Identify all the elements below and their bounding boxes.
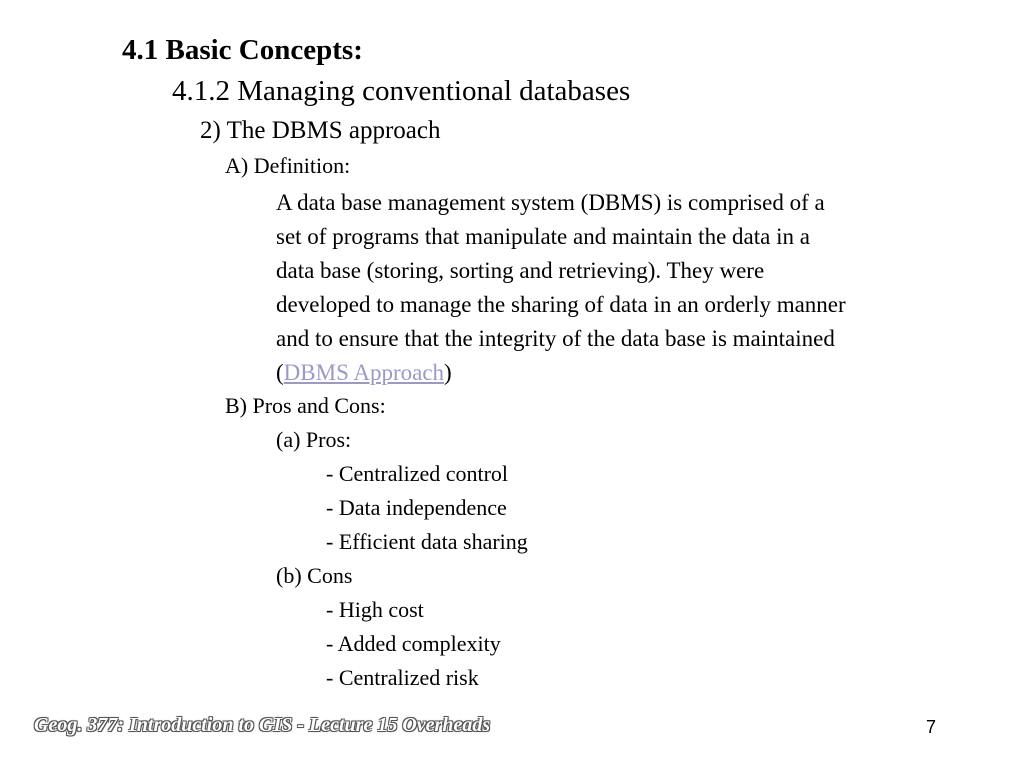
link-close-paren: ) xyxy=(444,360,452,385)
pros-cons-title: B) Pros and Cons: xyxy=(225,393,386,418)
page-number: 7 xyxy=(926,717,937,737)
cons-item: - Added complexity xyxy=(326,631,501,656)
definition-title: A) Definition: xyxy=(225,153,351,178)
slide-subheading: 4.1.2 Managing conventional databases xyxy=(172,75,631,107)
definition-line: and to ensure that the integrity of the data base is maintained xyxy=(276,326,835,351)
definition-link-line xyxy=(276,356,996,390)
definition-line: set of programs that manipulate and maintain the data in a xyxy=(276,224,810,249)
cons-title: (b) Cons xyxy=(276,563,353,588)
pros-item: - Centralized control xyxy=(326,461,509,486)
definition-line: developed to manage the sharing of data in an orderly manner xyxy=(276,292,846,317)
pros-item: - Data independence xyxy=(326,495,507,520)
cons-item: - Centralized risk xyxy=(326,665,479,690)
definition-body xyxy=(276,186,996,390)
link-open-paren: ( xyxy=(276,360,284,385)
dbms-approach-link[interactable]: DBMS Approach xyxy=(283,360,445,385)
slide-heading: 4.1 Basic Concepts: xyxy=(122,34,363,66)
cons-item: - High cost xyxy=(326,597,424,622)
definition-line: A data base management system (DBMS) is comprised of a xyxy=(276,190,825,215)
footer-course-title: Geog. 377: Introduction to GIS - Lecture 15 Overheads xyxy=(34,714,491,736)
section-title-dbms-approach: 2) The DBMS approach xyxy=(200,117,441,144)
definition-line: data base (storing, sorting and retrieving). They were xyxy=(276,258,765,283)
pros-title: (a) Pros: xyxy=(276,427,352,452)
pros-item: - Efficient data sharing xyxy=(326,529,528,554)
